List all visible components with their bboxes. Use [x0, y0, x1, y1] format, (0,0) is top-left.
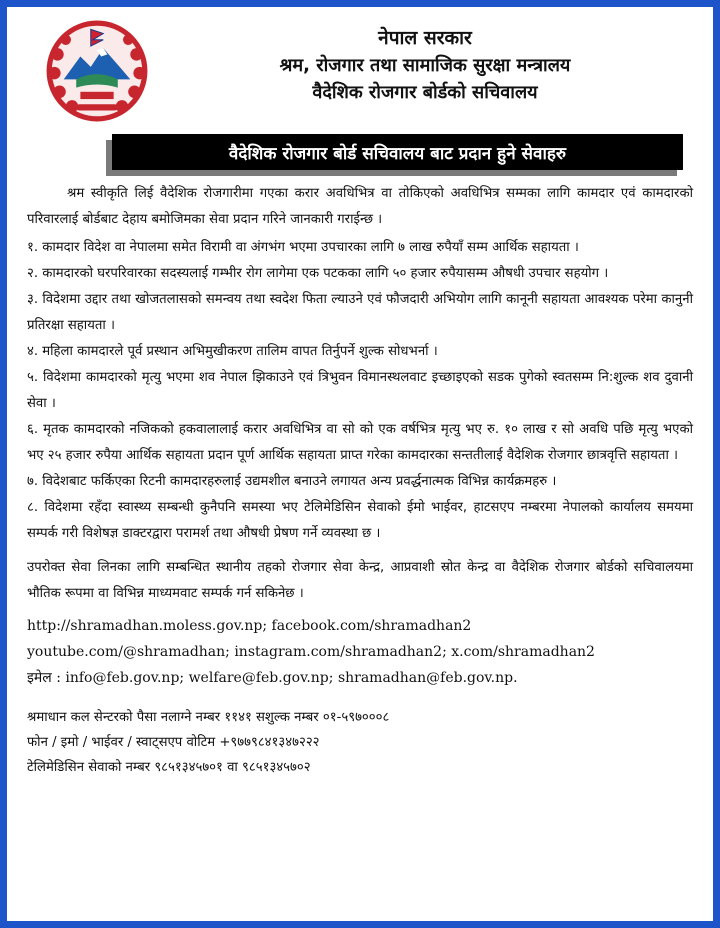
call-center-number: श्रमाधान कल सेन्टरको पैसा नलाग्ने नम्बर ११४१ सशुल्क नम्बर ०१-५९७०००८ — [27, 710, 390, 725]
banner-title: वैदेशिक रोजगार बोर्ड सचिवालय बाट प्रदान हुने सेवाहरु — [112, 134, 683, 170]
online-links — [27, 613, 693, 691]
service-item: ७. विदेशबाट फर्किएका रिटनी कामदारहरुलाई उद्यमशील बनाउने लगायत अन्य प्रवर्द्धनात्मक विभिन्न कार्यक्रमहरु । — [27, 474, 557, 489]
service-item: २. कामदारको घरपरिवारका सदस्यलाई गम्भीर रोग लागेमा एक पटकका लागि ५० हजार रुपैयासम्म औषधी उपचार सहयोग । — [27, 266, 609, 281]
intro-paragraph: श्रम स्वीकृति लिई वैदेशिक रोजगारीमा गएका करार अवधिभित्र वा तोकिएको अवधिभित्र सम्मका लागि कामदार एवं कामदारको परिवारलाई बोर्डबाट देहाय बमोजिमका सेवा प्रदान गरिने जानकारी गराईन्छ । — [27, 186, 693, 227]
messaging-number: फोन / इमो / भाईवर / स्वाट्सएप वोटिम +९७७९८४१३४७२२२ — [27, 735, 320, 750]
notice-body — [7, 175, 713, 780]
social-media-links[interactable]: youtube.com/@shramadhan; instagram.com/shramadhan2; x.com/shramadhan2 — [27, 644, 595, 660]
government-name: नेपाल सरकार — [378, 27, 472, 49]
board-secretariat-name: वैदेशिक रोजगार बोर्डको सचिवालय — [312, 82, 538, 103]
service-item: ४. महिला कामदारले पूर्व प्रस्थान अभिमुखीकरण तालिम वापत तिर्नुपर्ने शुल्क सोधभर्ना । — [27, 344, 438, 359]
header — [7, 7, 713, 131]
service-item: ५. विदेशमा कामदारको मृत्यु भएमा शव नेपाल झिकाउने एवं त्रिभुवन विमानस्थलवाट इच्छाइएको सडक पुगेको स्वतसम्म नि:शुल्क शव दुवानी सेवा । — [27, 370, 693, 411]
email-addresses[interactable]: इमेल : info@feb.gov.np; welfare@feb.gov.np; shramadhan@feb.gov.np. — [27, 670, 518, 686]
government-title — [195, 25, 655, 106]
service-item: ३. विदेशमा उद्दार तथा खोजतलासको समन्वय तथा स्वदेश फिता ल्याउने एवं फौजदारी अभियोग लागि कानूनी सहायता आवश्यक परेमा कानुनी प्रतिरक्षा सहायता । — [27, 292, 693, 333]
service-item: ८. विदेशमा रहँदा स्वास्थ्य सम्बन्धी कुनैपनि समस्या भए टेलिमेडिसिन सेवाको ईमो भाईवर, हाटसएप नम्बरमा नेपालको कार्यालय समयमा सम्पर्क गरी विशेषज्ञ डाक्टरद्वारा परामर्श तथा औषधी प्रेषण गर्ने व्यवस्था छ । — [27, 500, 693, 541]
contact-numbers — [27, 705, 693, 780]
banner-wrapper — [7, 131, 713, 175]
service-item: १. कामदार विदेश वा नेपालमा समेत विरामी वा अंगभंग भएमा उपचारका लागि ७ लाख रुपैयाँ सम्म आर्थिक सहायता । — [27, 240, 579, 255]
service-item: ६. मृतक कामदारको नजिकको हकवालालाई करार अवधिभित्र वा सो को एक वर्षभित्र मृत्यु भए रु. १० लाख र सो अवधि पछि मृत्यु भएको भए २५ हजार रुपैया आर्थिक सहायता प्रदान पूर्ण आर्थिक सहायता प्राप्त गरेका कामदारका सन्ततीलाई वैदेशिक रोजगार छात्रवृत्ति सहायता । — [27, 422, 693, 463]
ministry-name: श्रम, रोजगार तथा सामाजिक सुरक्षा मन्त्रालय — [279, 55, 571, 76]
telemedicine-number: टेलिमेडिसिन सेवाको नम्बर ९८५१३४५७०१ वा ९८५१३४५७०२ — [27, 760, 311, 775]
nepal-emblem-icon — [45, 19, 149, 123]
closing-paragraph: उपरोक्त सेवा लिनका लागि सम्बन्धित स्थानीय तहको रोजगार सेवा केन्द्र, आप्रवाशी स्रोत केन्द्र वा वैदेशिक रोजगार बोर्डको सचिवालयमा भौतिक रूपमा वा विभिन्न माध्यमवाट सम्पर्क गर्न सकिनेछ । — [27, 560, 693, 601]
website-facebook-link[interactable]: http://shramadhan.moless.gov.np; facebook.com/shramadhan2 — [27, 618, 472, 634]
